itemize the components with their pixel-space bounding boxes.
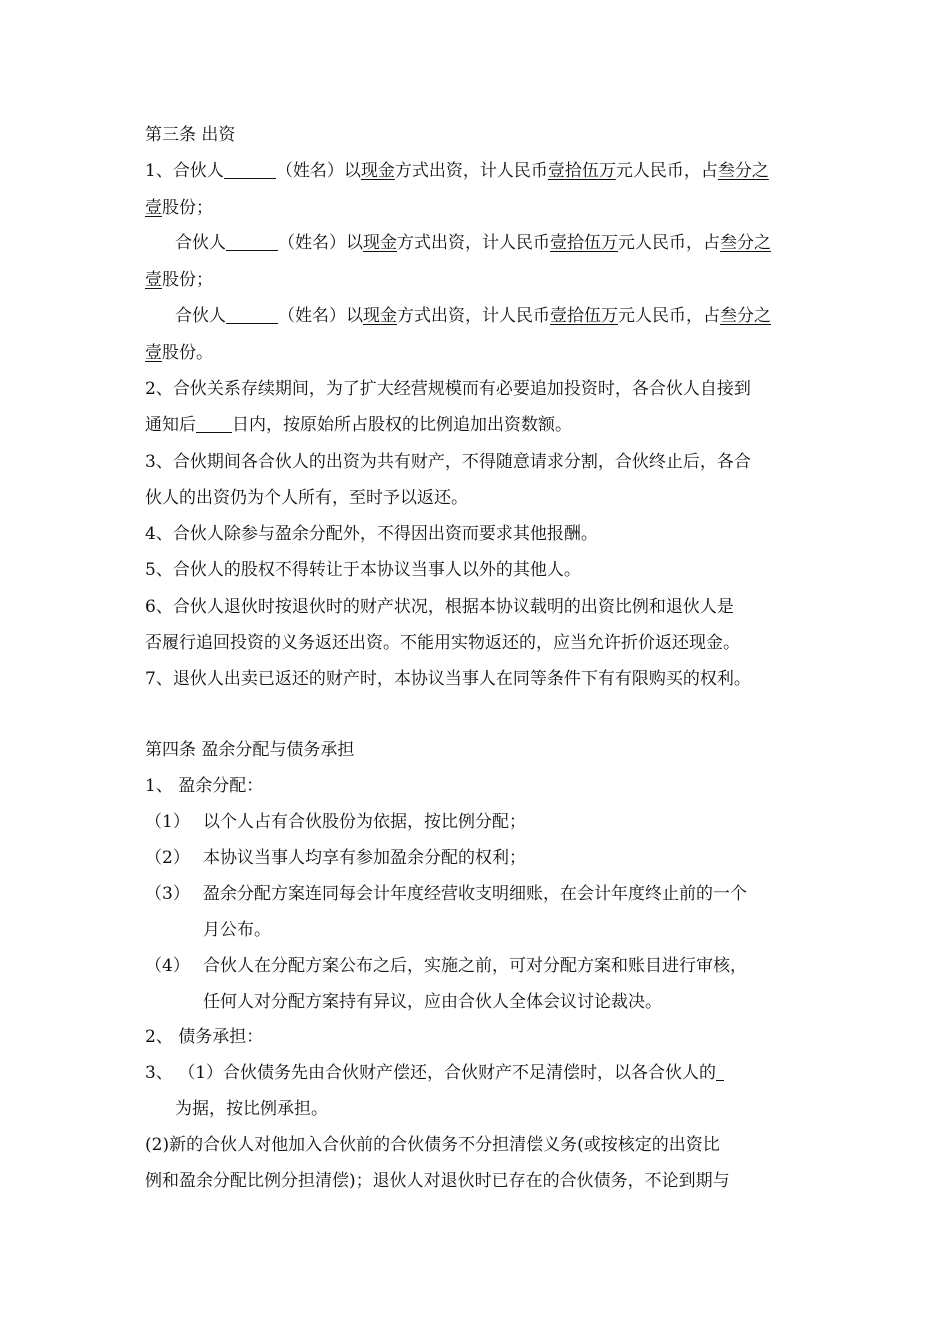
text: 例和盈余分配比例分担清偿)；退伙人对退伙时已存在的合伙债务，不论到期与	[145, 1171, 730, 1191]
name-blank	[226, 307, 278, 324]
clause-3-1-line-1	[145, 160, 769, 182]
share-ratio-cont: 壹	[145, 270, 162, 290]
text: 3、 （1）合伙债务先由合伙财产偿还，合伙财产不足清偿时，以各合伙人的	[145, 1063, 717, 1083]
text: 为据，按比例承担。	[175, 1099, 328, 1119]
text: 6、合伙人退伙时按退伙时的财产状况，根据本协议载明的出资比例和退伙人是	[145, 597, 734, 617]
item-number: （2）	[145, 848, 190, 868]
text: 日内，按原始所占股权的比例追加出资数额。	[232, 415, 572, 435]
clause-3-3-line-2	[145, 487, 468, 509]
text: 3、合伙期间各合伙人的出资为共有财产，不得随意请求分割，合伙终止后，各合	[145, 452, 751, 472]
text: （姓名）以	[278, 306, 363, 326]
contribution-method: 现金	[363, 233, 397, 253]
clause-3-2-line-2	[145, 414, 572, 436]
text: 4、合伙人除参与盈余分配外，不得因出资而要求其他报酬。	[145, 524, 598, 544]
clause-3-1-line-5	[175, 305, 771, 327]
item-4-1-2-text	[203, 847, 526, 869]
text: 1、 盈余分配：	[145, 776, 264, 796]
text: 任何人对分配方案持有异议，应由合伙人全体会议讨论裁决。	[203, 992, 662, 1012]
clause-3-1-line-3	[175, 232, 771, 254]
item-number: （3）	[145, 884, 190, 904]
heading-text: 第四条 盈余分配与债务承担	[145, 740, 355, 760]
clause-3-1-line-2	[145, 197, 213, 219]
contribution-amount: 壹拾伍万	[550, 233, 618, 253]
clause-3-4	[145, 523, 598, 545]
text: 5、合伙人的股权不得转让于本协议当事人以外的其他人。	[145, 560, 581, 580]
share-ratio: 叁分之	[720, 306, 771, 326]
text: （姓名）以	[278, 233, 363, 253]
text: 7、退伙人出卖已返还的财产时，本协议当事人在同等条件下有有限购买的权利。	[145, 669, 751, 689]
text: 元人民币，占	[618, 233, 720, 253]
text: 元人民币，占	[615, 161, 718, 181]
item-4-1-1	[145, 811, 190, 833]
heading-text: 第三条 出资	[145, 125, 236, 145]
section-4-3-line-1	[145, 1062, 724, 1084]
trailing-blank	[716, 1064, 724, 1081]
contribution-method: 现金	[363, 306, 397, 326]
text: 股份。	[162, 343, 213, 363]
contribution-amount: 壹拾伍万	[550, 306, 618, 326]
contribution-amount: 壹拾伍万	[547, 161, 616, 181]
clause-3-1-line-4	[145, 269, 213, 291]
item-4-1-3-text	[203, 883, 747, 905]
text: 通知后	[145, 415, 196, 435]
contribution-method: 现金	[360, 161, 395, 181]
clause-3-5	[145, 559, 581, 581]
text: 本协议当事人均享有参加盈余分配的权利；	[203, 848, 526, 868]
text: 以个人占有合伙股份为依据，按比例分配；	[203, 812, 526, 832]
text: 合伙人	[175, 233, 226, 253]
section-4-2	[145, 1026, 263, 1048]
text: 方式出资，计人民币	[394, 161, 548, 181]
text: (2)新的合伙人对他加入合伙前的合伙债务不分担清偿义务(或按核定的出资比	[145, 1135, 720, 1155]
section-4-1	[145, 775, 263, 797]
article-4-heading	[145, 739, 354, 761]
text: 合伙人	[175, 306, 226, 326]
item-number: （1）	[145, 812, 190, 832]
name-blank	[224, 162, 276, 179]
paragraph-4-3-2-line-1	[145, 1134, 720, 1156]
clause-3-6-line-2	[145, 632, 740, 654]
text: 盈余分配方案连同每会计年度经营收支明细账，在会计年度终止前的一个	[203, 884, 747, 904]
text: 合伙人在分配方案公布之后，实施之前，可对分配方案和账目进行审核，	[203, 956, 747, 976]
text: 股份；	[162, 270, 213, 290]
item-4-1-4-text	[203, 955, 747, 977]
text: 伙人的出资仍为个人所有，至时予以返还。	[145, 488, 468, 508]
text: 元人民币，占	[618, 306, 720, 326]
share-ratio: 叁分之	[720, 233, 771, 253]
text: 2、合伙关系存续期间，为了扩大经营规模而有必要追加投资时，各合伙人自接到	[145, 379, 751, 399]
share-ratio-cont: 壹	[145, 343, 162, 363]
name-blank	[226, 234, 278, 251]
article-3-heading	[145, 124, 235, 146]
text: 方式出资，计人民币	[397, 233, 550, 253]
text: 月公布。	[203, 920, 271, 940]
share-ratio-cont: 壹	[145, 198, 162, 218]
item-4-1-3	[145, 883, 190, 905]
text: 2、 债务承担：	[145, 1027, 264, 1047]
paragraph-4-3-2-line-2	[145, 1170, 730, 1192]
item-4-1-4	[145, 955, 190, 977]
clause-3-6-line-1	[145, 596, 734, 618]
text: （姓名）以	[275, 161, 361, 181]
item-4-1-2	[145, 847, 190, 869]
item-number: （4）	[145, 956, 190, 976]
clause-3-3-line-1	[145, 451, 751, 473]
item-4-1-3-cont	[203, 919, 271, 941]
days-blank	[196, 416, 232, 433]
text: 方式出资，计人民币	[397, 306, 550, 326]
item-4-1-1-text	[203, 811, 526, 833]
clause-3-2-line-1	[145, 378, 751, 400]
share-ratio: 叁分之	[717, 161, 769, 181]
clause-3-1-line-6	[145, 342, 213, 364]
item-4-1-4-cont	[203, 991, 662, 1013]
text: 1、合伙人	[145, 161, 224, 181]
text: 股份；	[162, 198, 213, 218]
clause-3-7	[145, 668, 751, 690]
section-4-3-line-2	[175, 1098, 328, 1120]
text: 否履行追回投资的义务返还出资。不能用实物返还的，应当允许折价返还现金。	[145, 633, 740, 653]
